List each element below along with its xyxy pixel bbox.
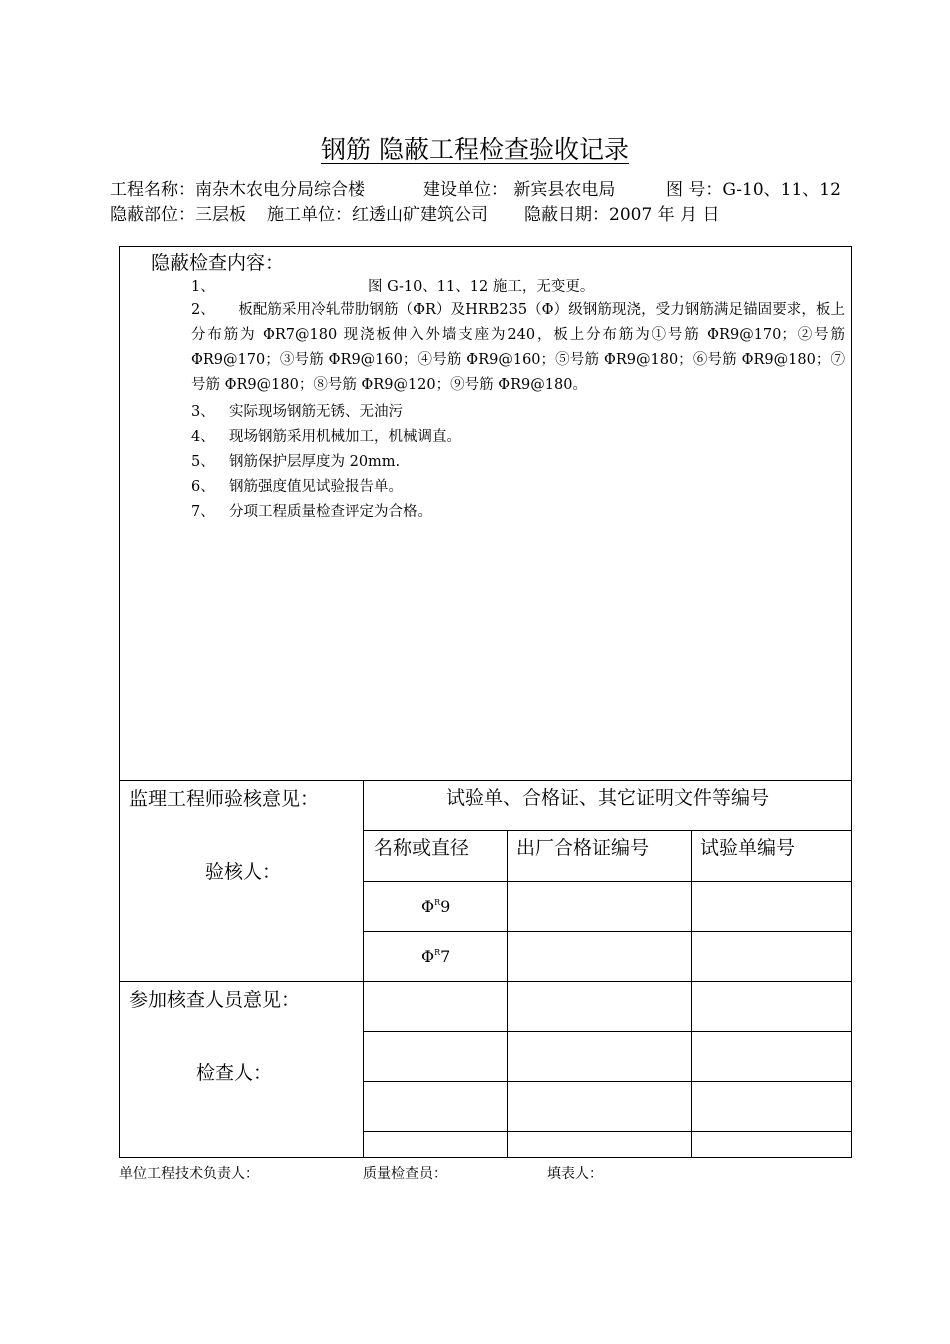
table-cell-rebar: $\Phi^R9$ xyxy=(421,897,451,916)
hidden-date: 隐蔽日期：2007 年 月 日 xyxy=(524,205,720,225)
hidden-location: 隐蔽部位：三层板 xyxy=(110,205,246,225)
divider xyxy=(363,1081,852,1082)
column-header-test-report: 试验单编号 xyxy=(700,837,796,859)
divider xyxy=(363,881,852,882)
footer-filler: 填表人： xyxy=(547,1166,603,1182)
drawing-number: 图 号：G-10、11、12 xyxy=(666,180,841,200)
item-text: 现场钢筋采用机械加工，机械调直。 xyxy=(229,429,461,445)
item-number: 1、 xyxy=(191,279,215,295)
contractor: 施工单位：红透山矿建筑公司 xyxy=(267,205,488,225)
item-number: 2、 xyxy=(191,302,215,318)
item-text: 钢筋保护层厚度为 20mm. xyxy=(229,454,401,470)
docs-table-title: 试验单、合格证、其它证明文件等编号 xyxy=(445,787,769,809)
divider xyxy=(363,1031,852,1032)
column-header-name: 名称或直径 xyxy=(374,837,470,859)
footer-tech-lead: 单位工程技术负责人： xyxy=(119,1166,259,1182)
divider xyxy=(691,830,692,1158)
divider xyxy=(363,830,852,831)
item-text: 分项工程质量检查评定为合格。 xyxy=(229,504,432,520)
column-header-certificate: 出厂合格证编号 xyxy=(516,837,650,859)
divider xyxy=(507,830,508,1158)
item-number: 4、 xyxy=(191,429,215,445)
item-text: 图 G-10、11、12 施工，无变更。 xyxy=(368,279,595,295)
divider xyxy=(119,981,852,982)
table-cell-rebar: $\Phi^R7$ xyxy=(421,947,451,966)
item-text: 实际现场钢筋无锈、无油污 xyxy=(229,404,403,420)
content-heading: 隐蔽检查内容： xyxy=(151,252,285,274)
divider xyxy=(363,780,364,1158)
item-number: 3、 xyxy=(191,404,215,420)
divider xyxy=(363,931,852,932)
supervisor-opinion-label: 监理工程师验核意见： xyxy=(129,788,320,810)
item-number: 6、 xyxy=(191,479,215,495)
divider xyxy=(363,1131,852,1132)
item-text: 钢筋强度值见试验报告单。 xyxy=(229,479,403,495)
project-name: 工程名称：南杂木农电分局综合楼 xyxy=(110,180,365,200)
participants-opinion-label: 参加核查人员意见： xyxy=(129,989,301,1011)
divider xyxy=(119,780,852,781)
item-paragraph xyxy=(191,298,845,398)
page-title: 钢筋 隐蔽工程检查验收记录 xyxy=(321,135,629,164)
item-number: 7、 xyxy=(191,504,215,520)
supervisor-signer-label: 验核人： xyxy=(205,861,282,883)
item-text: 板配筋采用冷轧带肋钢筋（ΦR）及HRB235（Φ）级钢筋现浇，受力钢筋满足锚固要求，板上分布筋为 ΦR7@180 现浇板伸入外墙支座为240，板上分布筋为①号筋 ΦR9@170；②号筋 ΦR9@170；③号筋 ΦR9@160；④号筋 ΦR9@160；⑤号筋 ΦR9@180；⑥号筋 ΦR9@180；⑦号筋 ΦR9@180；⑧号筋 ΦR9@120；⑨号筋 ΦR9@180。 xyxy=(191,302,845,393)
footer-inspector: 质量检查员： xyxy=(363,1166,447,1182)
builder: 建设单位： 新宾县农电局 xyxy=(423,180,616,200)
participants-signer-label: 检查人： xyxy=(196,1062,273,1084)
item-number: 5、 xyxy=(191,454,215,470)
